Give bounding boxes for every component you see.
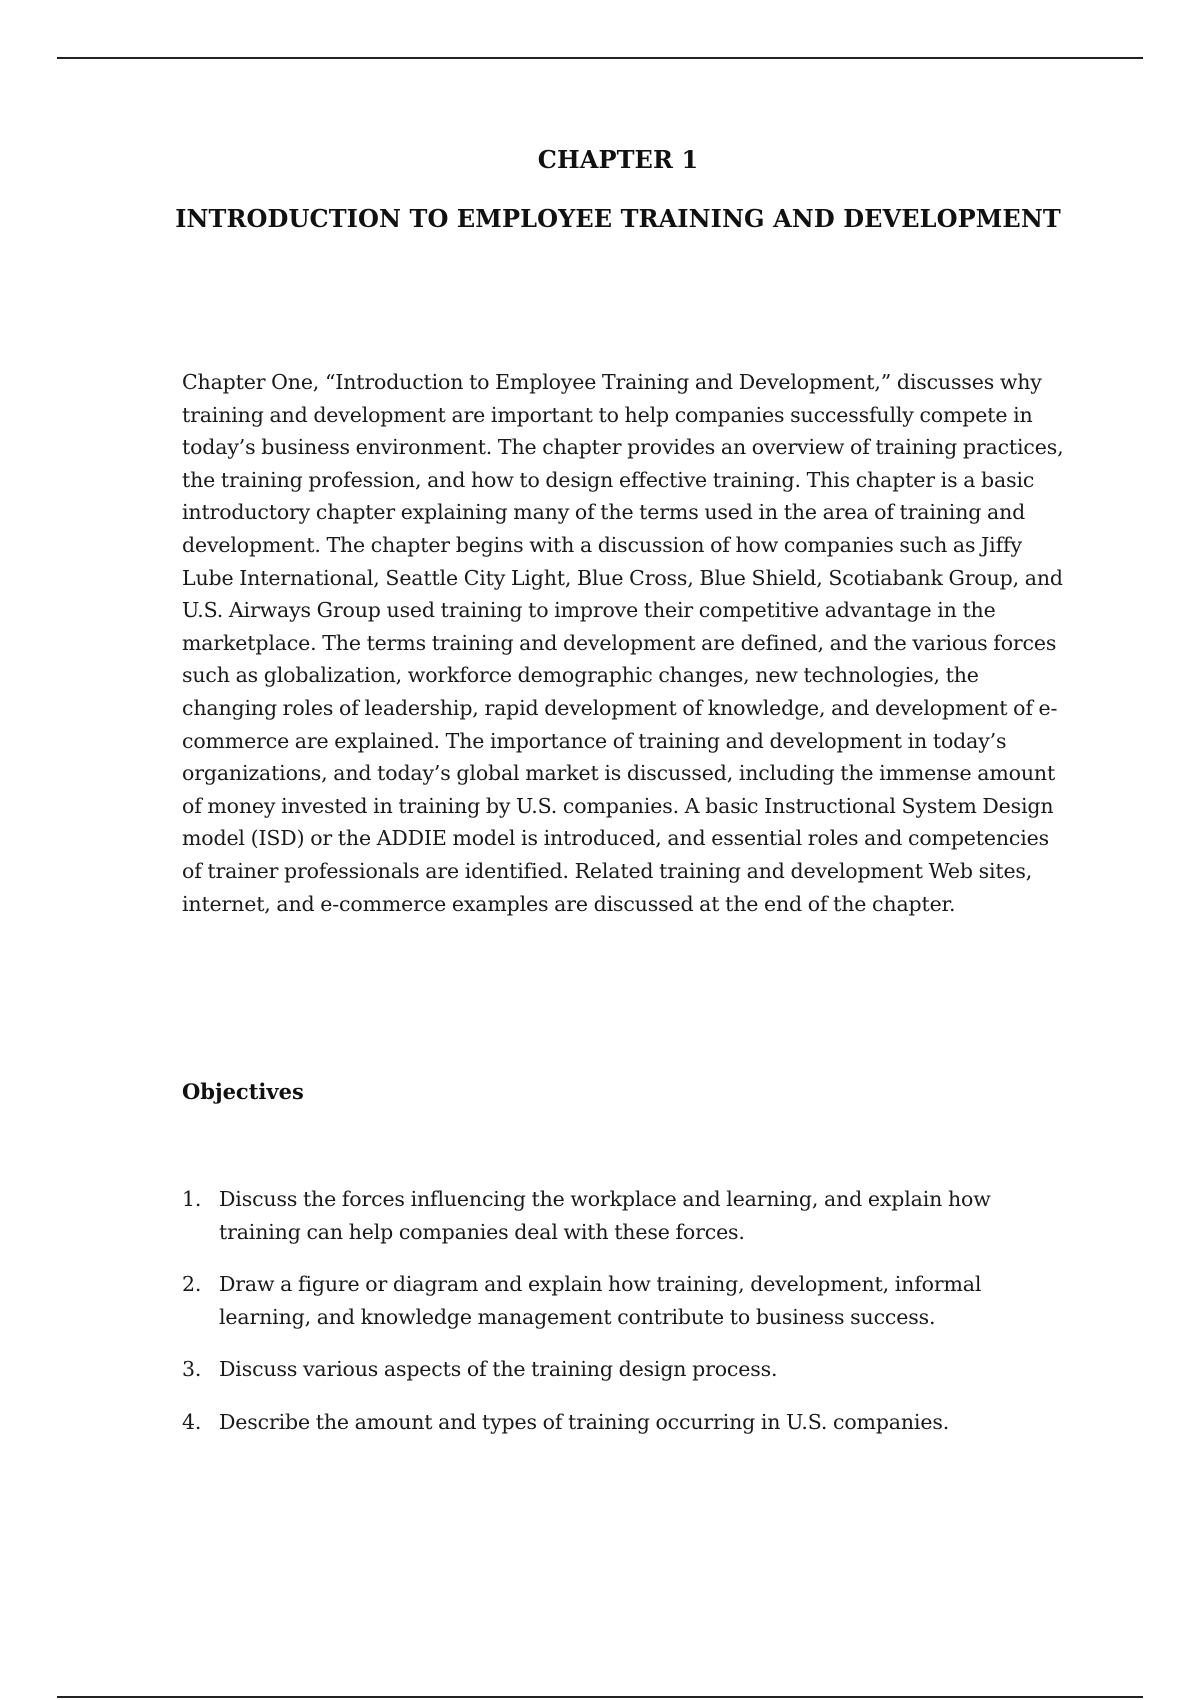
objective-item xyxy=(182,1183,1042,1248)
objective-number: 4. xyxy=(182,1409,202,1434)
objective-number: 1. xyxy=(182,1187,202,1211)
objective-number: 3. xyxy=(182,1357,202,1382)
objective-text: Draw a figure or diagram and explain how training, development, informal learning, and knowledge management contribute to business success. xyxy=(219,1272,982,1329)
top-rule xyxy=(57,57,1143,59)
objectives-heading: Objectives xyxy=(182,1079,304,1104)
chapter-title: INTRODUCTION TO EMPLOYEE TRAINING AND DEVELOPMENT xyxy=(175,204,1061,233)
objective-item xyxy=(182,1406,1042,1439)
objectives-list xyxy=(182,1183,1042,1459)
objective-text: Describe the amount and types of training occurring in U.S. companies. xyxy=(219,1409,950,1434)
objective-number: 2. xyxy=(182,1272,202,1297)
chapter-label: CHAPTER 1 xyxy=(537,145,699,174)
objective-item xyxy=(182,1268,1042,1333)
objective-text: Discuss various aspects of the training design process. xyxy=(219,1357,778,1382)
objective-text: Discuss the forces influencing the workplace and learning, and explain how training can help companies deal with these forces. xyxy=(219,1187,991,1244)
objective-item xyxy=(182,1353,1042,1386)
chapter-summary-paragraph: Chapter One, “Introduction to Employee Training and Development,” discusses why training and development are important to help companies successfully compete in today’s business environment. The chapter provides an overview of training practices, the training profession, and how to design effective training. This chapter is a basic introductory chapter explaining many of the terms used in the area of training and development. The chapter begins with a discussion of how companies such as Jiffy Lube International, Seattle City Light, Blue Cross, Blue Shield, Scotiabank Group, and U.S. Airways Group used training to improve their competitive advantage in the marketplace. The terms training and development are defined, and the various forces such as globalization, workforce demographic changes, new technologies, the changing roles of leadership, rapid development of knowledge, and development of e-commerce are explained. The importance of training and development in today’s organizations, and today’s global market is discussed, including the immense amount of money invested in training by U.S. companies. A basic Instructional System Design model (ISD) or the ADDIE model is introduced, and essential roles and competencies of trainer professionals are identified. Related training and development Web sites, internet, and e-commerce examples are discussed at the end of the chapter. xyxy=(182,370,1064,916)
bottom-rule xyxy=(57,1696,1143,1698)
